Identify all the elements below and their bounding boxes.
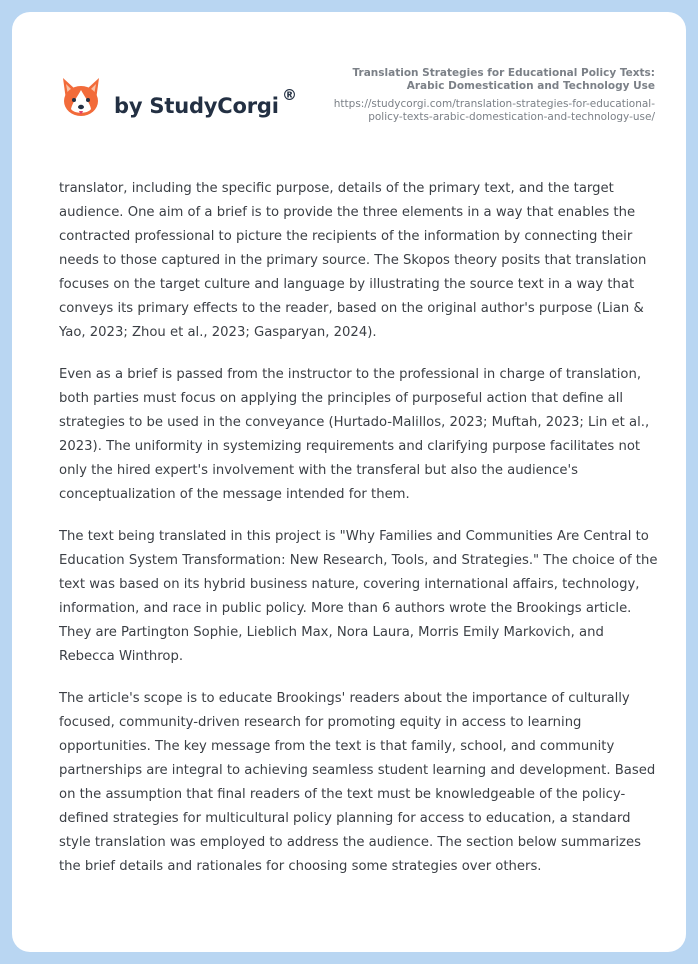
- document-title-line: Translation Strategies for Educational Policy Texts:: [352, 67, 655, 79]
- body-paragraph: The text being translated in this project is "Why Families and Communities Are Central to Education System Transformation: New Research, Tools, and Strategies." The choice of the text was based on its hybrid business nature, covering international affairs, technology, information, and race in public policy. More than 6 authors wrote the Brookings article. They are Partington Sophie, Lieblich Max, Nora Laura, Morris Emily Markovich, and Rebecca Winthrop.: [59, 529, 658, 664]
- body-paragraph: The article's scope is to educate Brookings' readers about the importance of culturally focused, community-driven research for promoting equity in access to learning opportunities. The key message from the text is that family, school, and community partnerships are integral to achieving seamless student learning and development. Based on the assumption that final readers of the text must be knowledgeable of the policy-defined strategies for multicultural policy planning for access to education, a standard style translation was employed to address the audience. The section below summarizes the brief details and rationales for choosing some strategies over others.: [59, 691, 656, 874]
- document-url-line: https://studycorgi.com/translation-strategies-for-educational-: [333, 98, 655, 110]
- document-url-line: policy-texts-arabic-domestication-and-technology-use/: [368, 111, 655, 123]
- document-title: [295, 67, 655, 93]
- studycorgi-logo[interactable]: [60, 76, 310, 140]
- document-url-link[interactable]: [295, 98, 655, 124]
- body-paragraph: translator, including the specific purpose, details of the primary text, and the target audience. One aim of a brief is to provide the three elements in a way that enables the contracted professional to picture the recipients of the information by connecting their needs to those captured in the primary source. The Skopos theory posits that translation focuses on the target culture and language by illustrating the source text in a way that conveys its primary effects to the reader, based on the original author's purpose (Lian & Yao, 2023; Zhou et al., 2023; Gasparyan, 2024).: [59, 181, 647, 340]
- document-title-line: Arabic Domestication and Technology Use: [406, 80, 655, 92]
- corgi-head-icon: [60, 76, 102, 122]
- document-body: [59, 177, 659, 897]
- body-paragraph: Even as a brief is passed from the instructor to the professional in charge of translation, both parties must focus on applying the principles of purposeful action that define all strategies to be used in the conveyance (Hurtado-Malillos, 2023; Muftah, 2023; Lin et al., 2023). The uniformity in systemizing requirements and clarifying purpose facilitates not only the hired expert's involvement with the transferal but also the audience's conceptualization of the message intended for them.: [59, 367, 650, 502]
- document-page: [12, 12, 686, 952]
- brand-name: by StudyCorgi: [114, 94, 279, 118]
- document-header: [295, 67, 655, 124]
- registered-mark: ®: [282, 86, 297, 104]
